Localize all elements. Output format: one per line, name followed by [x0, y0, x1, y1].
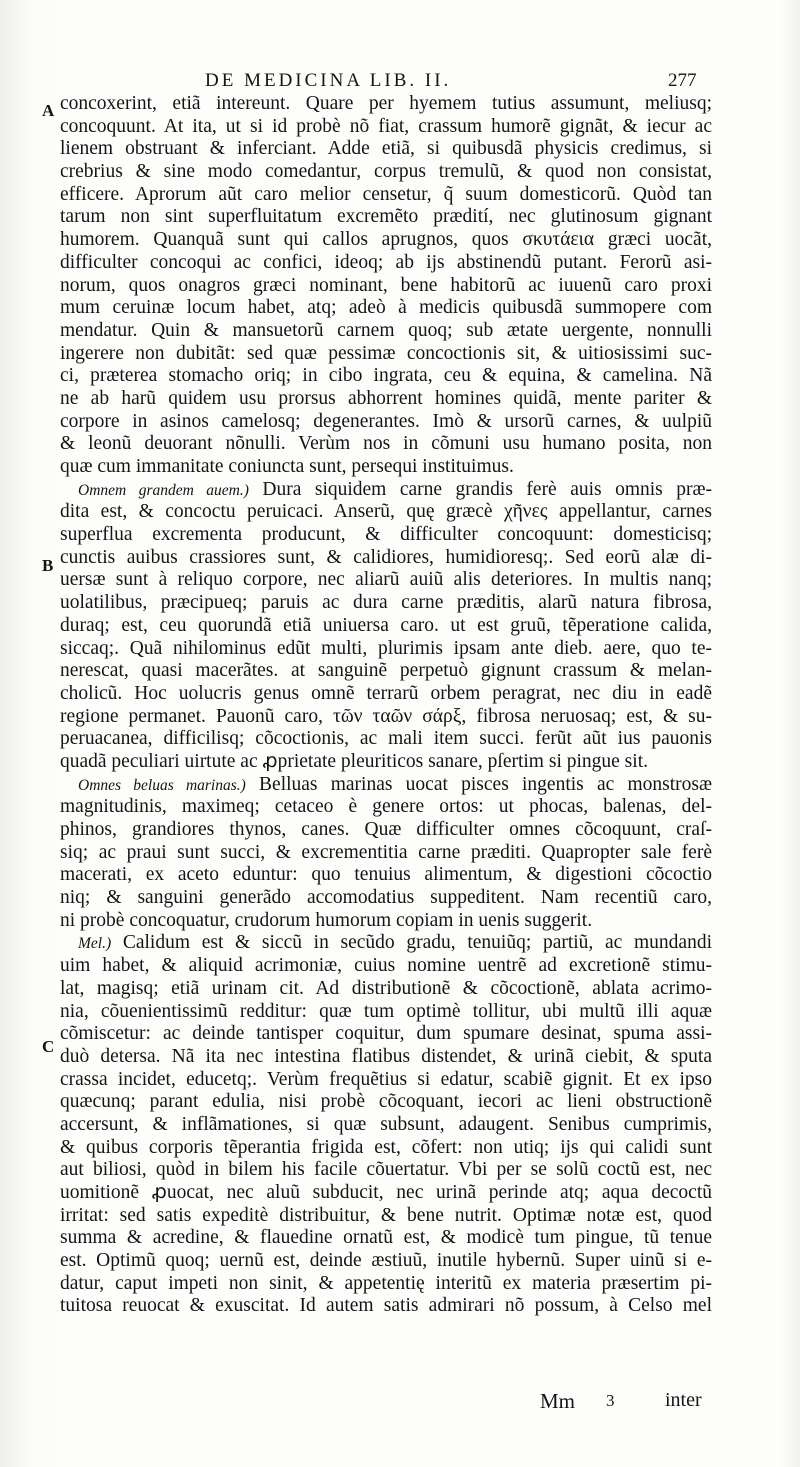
text-line	[60, 955, 712, 978]
line-text: concoquunt. At ita, ut si id probè nõ fiat, crassum humorẽ gignãt, & iecur ac	[60, 115, 712, 137]
line-text: corpore in asinos camelosq; degenerantes. Imò & ursorũ carnes, & uulpiũ	[60, 410, 712, 432]
text-line	[60, 411, 712, 434]
text-line	[60, 229, 712, 252]
signature-number: 3	[606, 1391, 615, 1410]
margin-letter-a: A	[42, 101, 55, 120]
text-line	[60, 206, 712, 229]
line-text: quæ cum immanitate coniuncta sunt, persequi instituimus.	[60, 456, 514, 477]
line-text: norum, quos onagros græci nominant, bene habitorũ ac iuuenũ caro proxi	[60, 274, 712, 296]
text-line	[60, 138, 712, 161]
line-text: tuitosa reuocat & exuscitat. Id autem satis admirari nõ possum, à Celso mel	[60, 1295, 712, 1317]
line-text: uersæ sunt à reliquo corpore, nec aliarũ auiũ alis deteriores. In multis nanq;	[60, 569, 712, 591]
text-line	[60, 1227, 712, 1250]
margin-letter-c: C	[42, 1037, 55, 1056]
text-line	[60, 93, 712, 116]
text-line	[60, 275, 712, 298]
text-line	[60, 819, 712, 842]
text-line	[60, 842, 712, 865]
text-line	[60, 1137, 712, 1160]
line-text: lat, magisq; etiã urinam cit. Ad distributionẽ & cõcoctionẽ, ablata acrimo-	[60, 977, 712, 999]
lemma: Mel.)	[78, 935, 112, 953]
text-line	[60, 1091, 712, 1114]
text-body	[60, 93, 712, 1318]
line-text: concoxerint, etiã intereunt. Quare per hyemem tutius assumunt, meliusq;	[60, 93, 712, 114]
line-text: efficere. Aprorum aũt caro melior censetur, q̃ suum domesticorũ. Quòd tan	[60, 183, 712, 205]
text-line	[60, 161, 712, 184]
page-number: 277	[668, 70, 697, 91]
text-line	[60, 638, 712, 661]
text-line	[60, 1114, 712, 1137]
line-text: quadã peculiari uirtute ac ꝓprietate pleuriticos sanare, pſertim si pingue sit.	[60, 750, 648, 772]
line-text: superflua excrementa producunt, & difficulter concoquunt: domesticisq;	[60, 524, 712, 546]
text-line	[60, 1295, 712, 1318]
text-line	[60, 978, 712, 1001]
lemma: Omnes beluas marinas.)	[78, 776, 246, 794]
text-line	[60, 252, 712, 275]
line-text: difficulter concoqui ac confici, ideoq; ab ijs abstinendũ putant. Ferorũ asi-	[60, 251, 712, 273]
line-text: siq; ac praui sunt succi, & excrementitia carne præditi. Quapropter sale ferè	[60, 841, 712, 863]
text-line	[60, 615, 712, 638]
text-line	[60, 569, 712, 592]
line-text: Dura siquidem carne grandis ferè auis omnis præ-	[248, 478, 712, 500]
line-text: ni probè concoquatur, crudorum humorum copiam in uenis suggerit.	[60, 909, 593, 931]
text-line	[60, 1182, 712, 1205]
text-line	[60, 1159, 712, 1182]
text-line	[60, 1250, 712, 1273]
text-line	[60, 683, 712, 706]
text-line	[60, 1205, 712, 1228]
text-line	[60, 728, 712, 751]
text-line	[60, 365, 712, 388]
text-line	[60, 1046, 712, 1069]
line-text: aut biliosi, quòd in bilem his facile cõuertatur. Vbi per se solũ coctũ est, nec	[60, 1159, 712, 1181]
text-line	[60, 456, 712, 479]
line-text: ci, præterea stomacho oriq; in cibo ingrata, ceu & equina, & camelina. Nã	[60, 365, 712, 387]
line-text: Belluas marinas uocat pisces ingentis ac monstrosæ	[245, 773, 712, 795]
line-text: duò detersa. Nã ita nec intestina flatibus distendet, & urinã ciebit, & sputa	[60, 1045, 712, 1067]
line-text: & leonũ deuorant nõnulli. Verùm nos in cõmuni usu humano posita, non	[60, 433, 712, 455]
text-line	[60, 932, 712, 955]
text-line	[60, 1023, 712, 1046]
line-text: accersunt, & inflãmationes, si quæ subsunt, adaugent. Senibus cumprimis,	[60, 1113, 712, 1135]
line-text: nia, cõuenientissimũ redditur: quæ tum optimè tollitur, ubi multũ illi aquæ	[60, 1000, 712, 1022]
text-line	[60, 388, 712, 411]
text-line	[60, 864, 712, 887]
text-line	[60, 751, 712, 774]
signature-mark: Mm	[540, 1389, 576, 1413]
line-text: niq; & sanguini generãdo accomodatius suppeditent. Nam recentiũ caro,	[60, 887, 712, 909]
line-text: macerati, ex aceto eduntur: quo tenuius alimentum, & digestioni cõcoctio	[60, 864, 712, 886]
text-line	[60, 343, 712, 366]
line-text: uim habet, & aliquid acrimoniæ, cuius nomine uentrẽ ad excretionẽ stimu-	[60, 955, 712, 977]
text-line	[60, 660, 712, 683]
line-text: crassa incidet, educetq;. Verùm frequẽtius si edatur, scabiẽ gignit. Et ex ipso	[60, 1068, 712, 1090]
text-line	[60, 547, 712, 570]
line-text: peruacanea, difficilisq; cõcoctionis, ac mali item succi. ferũt aũt ius pauonis	[60, 728, 712, 750]
text-line	[60, 433, 712, 456]
text-line	[60, 774, 712, 797]
line-text: humorem. Quanquã sunt qui callos aprugnos, quos σκυτάεια græci uocãt,	[60, 229, 712, 251]
text-line	[60, 910, 712, 933]
text-line	[60, 320, 712, 343]
line-text: summa & acredine, & flauedine ornatũ est, & modicè tum pingue, tũ tenue	[60, 1227, 712, 1249]
text-line	[60, 184, 712, 207]
margin-letter-b: B	[42, 556, 54, 575]
text-line	[60, 116, 712, 139]
line-text: phinos, grandiores thynos, canes. Quæ difficulter omnes cõcoquunt, craſ-	[60, 819, 712, 840]
line-text: dita est, & concoctu peruicaci. Anserũ, quę græcè χῆνες appellantur, carnes	[60, 501, 712, 523]
line-text: magnitudinis, maximeq; cetaceo è genere ortos: ut phocas, balenas, del-	[60, 796, 712, 818]
text-line	[60, 501, 712, 524]
line-text: nerescat, quasi macerãtes. at sanguinẽ perpetuò gignunt crassum & melan-	[60, 660, 712, 682]
line-text: Calidum est & siccũ in secũdo gradu, tenuiũq; partiũ, ac mundandi	[111, 932, 712, 954]
line-text: siccaq;. Quã nihilominus edũt multi, plurimis ipsam ante dieb. aere, quo te-	[60, 637, 712, 659]
text-line	[60, 1273, 712, 1296]
line-text: datur, caput impeti non sinit, & appetentię interitũ ex materia præsertim pi-	[60, 1272, 712, 1294]
catchword: inter	[665, 1389, 702, 1411]
line-text: uomitionẽ ꝓuocat, nec aluũ subducit, nec urinã perinde atq; aqua decoctũ	[60, 1182, 712, 1203]
line-text: mum ceruinæ locum habet, atq; adeò à medicis quibusdã summopere com	[60, 297, 712, 319]
text-line	[60, 524, 712, 547]
text-line	[60, 1001, 712, 1024]
line-text: ne ab harũ quidem usu prorsus abhorrent homines quidã, mente pariter &	[60, 387, 712, 409]
line-text: crebrius & sine modo comedantur, corpus tremulũ, & quod non consistat,	[60, 161, 712, 183]
page-footer	[0, 1389, 800, 1415]
running-title: DE MEDICINA LIB. II.	[205, 70, 452, 91]
line-text: cõmiscetur: ac deinde tantisper coquitur, dum spumare desinat, spuma assi-	[60, 1023, 712, 1045]
line-text: est. Optimũ quoq; uernũ est, deinde æstiuũ, inutile hybernũ. Super uinũ si e-	[60, 1250, 712, 1272]
line-text: lienem obstruant & inferciant. Adde etiã, si quibusdã physicis credimus, si	[60, 138, 712, 160]
text-line	[60, 297, 712, 320]
text-line	[60, 1069, 712, 1092]
text-line	[60, 592, 712, 615]
line-text: uolatilibus, præcipueq; paruis ac dura carne præditis, alarũ natura fibrosa,	[60, 592, 712, 614]
line-text: tarum non sint superfluitatum excremẽto prædití, nec glutinosum gignant	[60, 206, 712, 228]
text-line	[60, 796, 712, 819]
line-text: irritat: sed satis expeditè distribuitur, & bene nutrit. Optimæ notæ est, quod	[60, 1204, 712, 1226]
line-text: cunctis auibus crassiores sunt, & calidiores, humidioresq;. Sed eorũ alæ di-	[60, 546, 712, 568]
line-text: mendatur. Quin & mansuetorũ carnem quoq; sub ætate uergente, nonnulli	[60, 319, 712, 341]
text-line	[60, 706, 712, 729]
text-line	[60, 479, 712, 502]
lemma: Omnem grandem auem.)	[78, 481, 249, 499]
line-text: cholicũ. Hoc uolucris genus omnẽ terrarũ orbem peragrat, nec diu in eadẽ	[60, 682, 712, 704]
line-text: duraq; est, ceu quorundã etiã uniuersa caro. ut est gruũ, tẽperatione calida,	[60, 614, 712, 636]
line-text: regione permanet. Pauonũ caro, τῶν ταῶν σάρξ, fibrosa neruosaq; est, & su-	[60, 705, 712, 727]
text-line	[60, 887, 712, 910]
line-text: quæcunq; parant edulia, nisi probè cõcoquant, iecori ac lieni obstructionẽ	[60, 1091, 712, 1113]
line-text: ingerere non dubitãt: sed quæ pessimæ concoctionis sit, & uitiosissimi suc-	[60, 342, 712, 364]
line-text: & quibus corporis tẽperantia frigida est, cõfert: non utiq; ijs qui calidi sunt	[60, 1136, 712, 1158]
